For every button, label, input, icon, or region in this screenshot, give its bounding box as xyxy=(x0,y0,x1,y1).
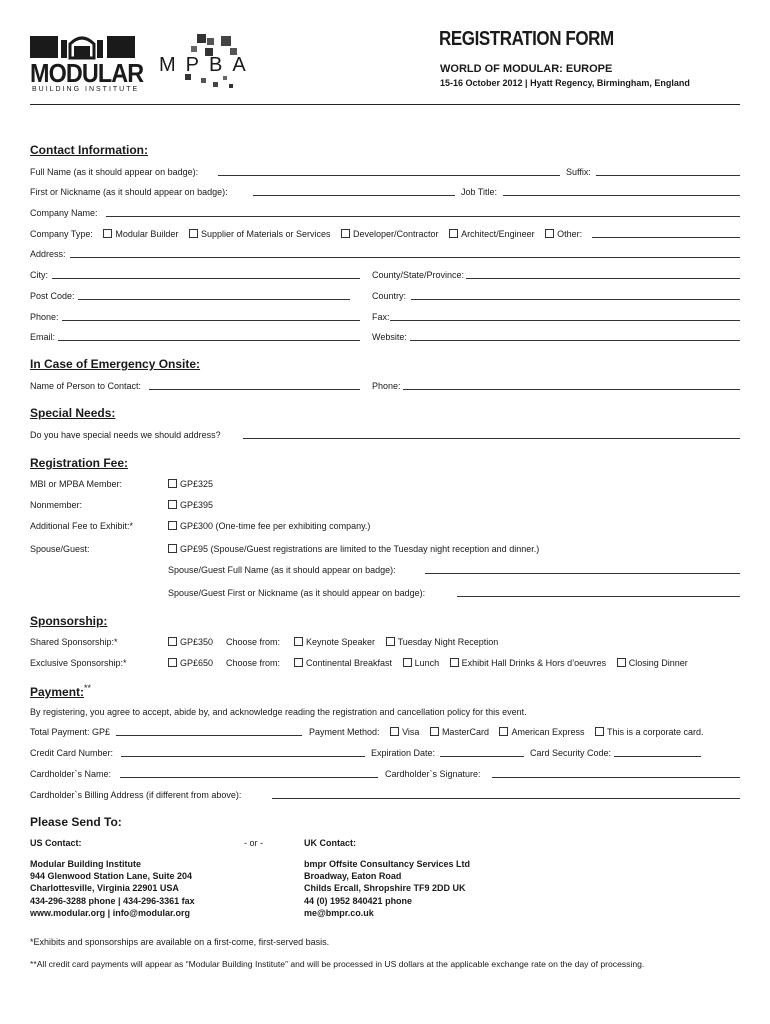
nonmember-option[interactable] xyxy=(168,500,213,510)
phone-field[interactable] xyxy=(62,320,360,321)
checkbox[interactable] xyxy=(168,637,177,646)
spouse-option[interactable] xyxy=(168,544,539,554)
option-lunch[interactable] xyxy=(403,658,440,668)
cardholder-signature-field[interactable] xyxy=(492,777,740,778)
spouse-label: Spouse/Guest: xyxy=(30,544,90,554)
company-type-modular-builder[interactable] xyxy=(103,229,178,239)
method-corporate-card[interactable] xyxy=(595,727,704,737)
cardholder-name-label: Cardholder`s Name: xyxy=(30,769,112,779)
suffix-label: Suffix: xyxy=(566,167,591,177)
address-field[interactable] xyxy=(70,257,740,258)
nonmember-label: Nonmember: xyxy=(30,500,83,510)
special-needs-label: Do you have special needs we should address? xyxy=(30,430,221,440)
shared-options xyxy=(294,637,506,647)
us-address-line: 434-296-3288 phone | 434-296-3361 fax xyxy=(30,895,195,906)
uk-address-line: Broadway, Eaton Road xyxy=(304,871,402,882)
checkbox[interactable] xyxy=(168,479,177,488)
post-code-label: Post Code: xyxy=(30,291,75,301)
spouse-first-name-label: Spouse/Guest First or Nickname (as it should appear on badge): xyxy=(168,588,426,598)
fax-label: Fax: xyxy=(372,312,390,322)
registration-fee-heading: Registration Fee: xyxy=(30,456,129,470)
spouse-first-name-field[interactable] xyxy=(457,596,740,597)
us-address-line: Modular Building Institute xyxy=(30,859,141,869)
payment-method-row xyxy=(309,727,704,737)
payment-heading-wrap xyxy=(30,683,91,701)
nonmember-price: GP£395 xyxy=(180,500,214,510)
header-divider xyxy=(30,104,740,105)
exhibit-option[interactable] xyxy=(168,521,370,531)
option-label: American Express xyxy=(511,727,585,737)
checkbox[interactable] xyxy=(294,637,303,646)
logo-subtitle: BUILDING INSTITUTE xyxy=(32,86,140,93)
shared-sponsorship-label: Shared Sponsorship:* xyxy=(30,637,118,647)
checkbox[interactable] xyxy=(294,658,303,667)
county-label: County/State/Province: xyxy=(372,270,465,280)
phone-label: Phone: xyxy=(30,312,59,322)
checkbox[interactable] xyxy=(595,727,604,736)
spouse-full-name-label: Spouse/Guest Full Name (as it should appear on badge): xyxy=(168,565,396,575)
option-label: Visa xyxy=(402,727,420,737)
option-keynote-speaker[interactable] xyxy=(294,637,375,647)
total-payment-label: Total Payment: GP£ xyxy=(30,727,111,737)
option-label: Continental Breakfast xyxy=(306,658,393,668)
option-tuesday-reception[interactable] xyxy=(386,637,499,647)
footnote-credit-card: **All credit card payments will appear as “Modular Building Institute” and will be processed in US dollars at the applicable exchange rate on the day of processing. xyxy=(30,959,645,969)
method-amex[interactable] xyxy=(499,727,584,737)
checkbox[interactable] xyxy=(450,658,459,667)
uk-address-line: 44 (0) 1952 840421 phone xyxy=(304,895,413,906)
option-closing-dinner[interactable] xyxy=(617,658,688,668)
payment-heading: Payment: xyxy=(30,685,85,699)
choose-from-label: Choose from: xyxy=(226,658,281,668)
exhibit-label: Additional Fee to Exhibit:* xyxy=(30,521,134,531)
cardholder-name-field[interactable] xyxy=(120,777,378,778)
company-type-row xyxy=(30,229,582,239)
email-label: Email: xyxy=(30,332,56,342)
shared-price: GP£350 xyxy=(180,637,214,647)
checkbox[interactable] xyxy=(545,229,554,238)
website-label: Website: xyxy=(372,332,407,342)
first-name-field[interactable] xyxy=(253,195,455,196)
emergency-name-label: Name of Person to Contact: xyxy=(30,381,142,391)
mpba-logo xyxy=(155,30,265,96)
total-payment-field[interactable] xyxy=(116,735,302,736)
emergency-heading: In Case of Emergency Onsite: xyxy=(30,357,201,371)
card-number-field[interactable] xyxy=(121,756,365,757)
option-label: Architect/Engineer xyxy=(461,229,535,239)
option-label: Tuesday Night Reception xyxy=(397,637,499,647)
checkbox[interactable] xyxy=(168,521,177,530)
sponsorship-heading: Sponsorship: xyxy=(30,614,108,628)
checkbox[interactable] xyxy=(390,727,399,736)
option-label: Exhibit Hall Drinks & Hors d’oeuvres xyxy=(461,658,607,668)
cardholder-signature-label: Cardholder`s Signature: xyxy=(385,769,481,779)
exclusive-sponsorship-label: Exclusive Sponsorship:* xyxy=(30,658,127,668)
checkbox[interactable] xyxy=(168,544,177,553)
checkbox[interactable] xyxy=(386,637,395,646)
uk-address-line: Childs Ercall, Shropshire TF9 2DD UK xyxy=(304,883,466,894)
expiration-field[interactable] xyxy=(440,756,524,757)
checkbox[interactable] xyxy=(499,727,508,736)
footnote-exhibits: *Exhibits and sponsorships are available on a first-come, first-served basis. xyxy=(30,937,330,947)
us-contact-label: US Contact: xyxy=(30,838,82,848)
exclusive-price: GP£650 xyxy=(180,658,214,668)
option-continental-breakfast[interactable] xyxy=(294,658,392,668)
mbi-logo xyxy=(30,30,144,96)
option-label: Other: xyxy=(557,229,583,239)
checkbox[interactable] xyxy=(449,229,458,238)
company-type-other-field[interactable] xyxy=(592,237,740,238)
country-label: Country: xyxy=(372,291,407,301)
job-title-field[interactable] xyxy=(503,195,740,196)
special-needs-heading: Special Needs: xyxy=(30,406,116,420)
expiration-label: Expiration Date: xyxy=(371,748,436,758)
email-field[interactable] xyxy=(58,340,360,341)
contact-heading: Contact Information: xyxy=(30,143,148,157)
security-code-label: Card Security Code: xyxy=(530,748,612,758)
page-title: REGISTRATION FORM xyxy=(439,28,614,50)
checkbox[interactable] xyxy=(403,658,412,667)
spouse-full-name-field[interactable] xyxy=(425,573,740,574)
company-type-other[interactable] xyxy=(545,229,582,239)
company-name-field[interactable] xyxy=(106,216,740,217)
checkbox[interactable] xyxy=(168,500,177,509)
event-dates: 15-16 October 2012 | Hyatt Regency, Birmingham, England xyxy=(440,78,690,88)
company-type-label: Company Type: xyxy=(30,229,93,239)
exclusive-options xyxy=(294,658,688,668)
special-needs-field[interactable] xyxy=(243,438,740,439)
option-label: This is a corporate card. xyxy=(607,727,704,737)
emergency-phone-field[interactable] xyxy=(403,389,740,390)
option-label: Lunch xyxy=(414,658,440,668)
post-code-field[interactable] xyxy=(78,299,350,300)
option-label: Developer/Contractor xyxy=(353,229,439,239)
event-name: WORLD OF MODULAR: EUROPE xyxy=(440,63,613,75)
card-number-label: Credit Card Number: xyxy=(30,748,114,758)
job-title-label: Job Title: xyxy=(461,187,498,197)
us-address-line: Charlottesville, Virginia 22901 USA xyxy=(30,883,179,894)
option-label: Closing Dinner xyxy=(628,658,688,668)
us-address-block xyxy=(30,858,195,919)
exclusive-sponsorship-option[interactable] xyxy=(168,658,213,668)
first-name-label: First or Nickname (as it should appear on badge): xyxy=(30,187,228,197)
member-price: GP£325 xyxy=(180,479,214,489)
company-type-architect[interactable] xyxy=(449,229,535,239)
checkbox[interactable] xyxy=(430,727,439,736)
logo-modular: MODULAR xyxy=(30,58,144,88)
country-field[interactable] xyxy=(411,299,740,300)
full-name-field[interactable] xyxy=(218,175,560,176)
logo-mpba: MPBA xyxy=(159,54,256,76)
send-heading: Please Send To: xyxy=(30,815,122,829)
shared-sponsorship-option[interactable] xyxy=(168,637,213,647)
spouse-price: GP£95 (Spouse/Guest registrations are limited to the Tuesday night reception and dinner.) xyxy=(180,544,540,554)
exhibit-price: GP£300 (One-time fee per exhibiting company.) xyxy=(180,521,371,531)
address-label: Address: xyxy=(30,249,66,259)
company-name-label: Company Name: xyxy=(30,208,98,218)
method-mastercard[interactable] xyxy=(430,727,489,737)
security-code-field[interactable] xyxy=(614,756,701,757)
option-exhibit-hall-drinks[interactable] xyxy=(450,658,607,668)
method-visa[interactable] xyxy=(390,727,419,737)
city-field[interactable] xyxy=(52,278,360,279)
us-address-line: www.modular.org | info@modular.org xyxy=(30,907,190,918)
company-type-supplier[interactable] xyxy=(189,229,331,239)
payment-method-label: Payment Method: xyxy=(309,727,380,737)
option-label: Keynote Speaker xyxy=(306,637,376,647)
payment-heading-mark: ** xyxy=(84,683,92,693)
fax-field[interactable] xyxy=(390,320,740,321)
county-field[interactable] xyxy=(466,278,740,279)
website-field[interactable] xyxy=(410,340,740,341)
uk-address-line: me@bmpr.co.uk xyxy=(304,907,374,918)
uk-address-line: bmpr Offsite Consultancy Services Ltd xyxy=(304,859,471,869)
uk-contact-label: UK Contact: xyxy=(304,838,356,848)
suffix-field[interactable] xyxy=(596,175,740,176)
option-label: Supplier of Materials or Services xyxy=(200,229,331,239)
full-name-label: Full Name (as it should appear on badge): xyxy=(30,167,199,177)
choose-from-label: Choose from: xyxy=(226,637,281,647)
or-separator: - or - xyxy=(244,838,263,848)
checkbox[interactable] xyxy=(341,229,350,238)
member-label: MBI or MPBA Member: xyxy=(30,479,123,489)
payment-agreement: By registering, you agree to accept, abide by, and acknowledge reading the registration and cancellation policy for this event. xyxy=(30,707,527,717)
company-type-developer[interactable] xyxy=(341,229,439,239)
billing-address-field[interactable] xyxy=(272,798,740,799)
building-icon xyxy=(30,30,135,60)
checkbox[interactable] xyxy=(103,229,112,238)
option-label: Modular Builder xyxy=(115,229,179,239)
emergency-name-field[interactable] xyxy=(149,389,360,390)
uk-address-block xyxy=(304,858,470,919)
emergency-phone-label: Phone: xyxy=(372,381,401,391)
member-option[interactable] xyxy=(168,479,213,489)
us-address-line: 944 Glenwood Station Lane, Suite 204 xyxy=(30,871,193,882)
checkbox[interactable] xyxy=(189,229,198,238)
checkbox[interactable] xyxy=(168,658,177,667)
billing-address-label: Cardholder`s Billing Address (if different from above): xyxy=(30,790,242,800)
city-label: City: xyxy=(30,270,48,280)
checkbox[interactable] xyxy=(617,658,626,667)
option-label: MasterCard xyxy=(441,727,489,737)
